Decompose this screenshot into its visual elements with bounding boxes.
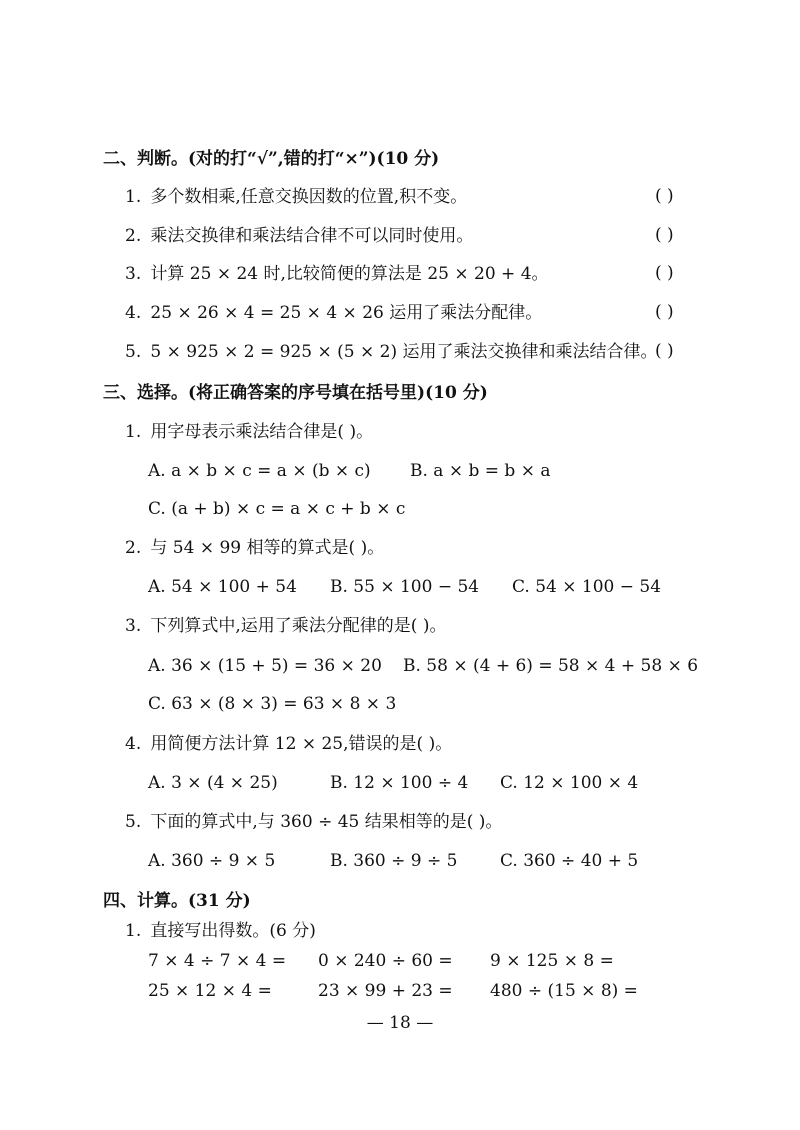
option-a[interactable]: A. 360 ÷ 9 × 5 <box>148 851 276 871</box>
judgement-item <box>125 186 467 208</box>
sub-question <box>125 920 316 942</box>
option-c[interactable]: C. 54 × 100 − 54 <box>512 577 662 597</box>
calc-expression: 7 × 4 ÷ 7 × 4 = <box>148 951 287 971</box>
option-b[interactable]: B. 58 × (4 + 6) = 58 × 4 + 58 × 6 <box>403 656 699 676</box>
option-a[interactable]: A. 36 × (15 + 5) = 36 × 20 <box>148 656 382 676</box>
question-text: 下面的算式中,与 360 ÷ 45 结果相等的是( )。 <box>150 812 503 832</box>
answer-blank[interactable]: ( ) <box>655 302 674 322</box>
question-number: 1. <box>125 422 142 442</box>
option-b[interactable]: B. 12 × 100 ÷ 4 <box>330 773 469 793</box>
option-c[interactable]: C. 63 × (8 × 3) = 63 × 8 × 3 <box>148 694 397 714</box>
choice-question <box>125 615 446 637</box>
option-a[interactable]: A. a × b × c = a × (b × c) <box>148 461 371 481</box>
section-heading-choice: 三、选择。(将正确答案的序号填在括号里)(10 分) <box>103 383 488 403</box>
judgement-item <box>125 341 658 363</box>
choice-question <box>125 421 373 443</box>
item-number: 4. <box>125 303 142 323</box>
question-text: 与 54 × 99 相等的算式是( )。 <box>150 538 385 558</box>
calc-expression: 0 × 240 ÷ 60 = <box>318 951 453 971</box>
choice-question <box>125 811 502 833</box>
answer-blank[interactable]: ( ) <box>655 225 674 245</box>
question-number: 4. <box>125 734 142 754</box>
section-heading-judgement: 二、判断。(对的打“√”,错的打“×”)(10 分) <box>103 149 440 169</box>
answer-blank[interactable]: ( ) <box>655 186 674 206</box>
item-number: 5. <box>125 342 142 362</box>
item-text: 5 × 925 × 2 = 925 × (5 × 2) 运用了乘法交换律和乘法结合律。 <box>150 342 658 362</box>
calc-expression: 9 × 125 × 8 = <box>490 951 614 971</box>
answer-blank[interactable]: ( ) <box>655 341 674 361</box>
question-number: 3. <box>125 616 142 636</box>
choice-question <box>125 537 384 559</box>
option-a[interactable]: A. 54 × 100 + 54 <box>148 577 297 597</box>
option-c[interactable]: C. 360 ÷ 40 + 5 <box>500 851 639 871</box>
item-number: 3. <box>125 264 142 284</box>
judgement-item <box>125 302 542 324</box>
sub-question-number: 1. <box>125 921 142 941</box>
judgement-item <box>125 225 473 247</box>
question-text: 下列算式中,运用了乘法分配律的是( )。 <box>150 616 447 636</box>
option-b[interactable]: B. 360 ÷ 9 ÷ 5 <box>330 851 458 871</box>
item-number: 2. <box>125 226 142 246</box>
item-text: 多个数相乘,任意交换因数的位置,积不变。 <box>150 187 468 207</box>
calc-expression: 25 × 12 × 4 = <box>148 981 272 1001</box>
item-text: 25 × 26 × 4 = 25 × 4 × 26 运用了乘法分配律。 <box>150 303 543 323</box>
question-number: 5. <box>125 812 142 832</box>
item-number: 1. <box>125 187 142 207</box>
question-number: 2. <box>125 538 142 558</box>
choice-question <box>125 733 452 755</box>
option-c[interactable]: C. 12 × 100 × 4 <box>500 773 639 793</box>
option-c[interactable]: C. (a + b) × c = a × c + b × c <box>148 499 406 519</box>
option-b[interactable]: B. a × b = b × a <box>410 461 551 481</box>
option-b[interactable]: B. 55 × 100 − 54 <box>330 577 480 597</box>
question-text: 用简便方法计算 12 × 25,错误的是( )。 <box>150 734 453 754</box>
calc-expression: 23 × 99 + 23 = <box>318 981 453 1001</box>
question-text: 用字母表示乘法结合律是( )。 <box>150 422 374 442</box>
calc-expression: 480 ÷ (15 × 8) = <box>490 981 638 1001</box>
answer-blank[interactable]: ( ) <box>655 263 674 283</box>
page-number: — 18 — <box>366 1013 434 1033</box>
item-text: 计算 25 × 24 时,比较简便的算法是 25 × 20 + 4。 <box>150 264 549 284</box>
option-a[interactable]: A. 3 × (4 × 25) <box>148 773 278 793</box>
item-text: 乘法交换律和乘法结合律不可以同时使用。 <box>150 226 474 246</box>
section-heading-calculation: 四、计算。(31 分) <box>103 891 251 911</box>
sub-question-text: 直接写出得数。(6 分) <box>150 921 316 941</box>
judgement-item <box>125 263 549 285</box>
